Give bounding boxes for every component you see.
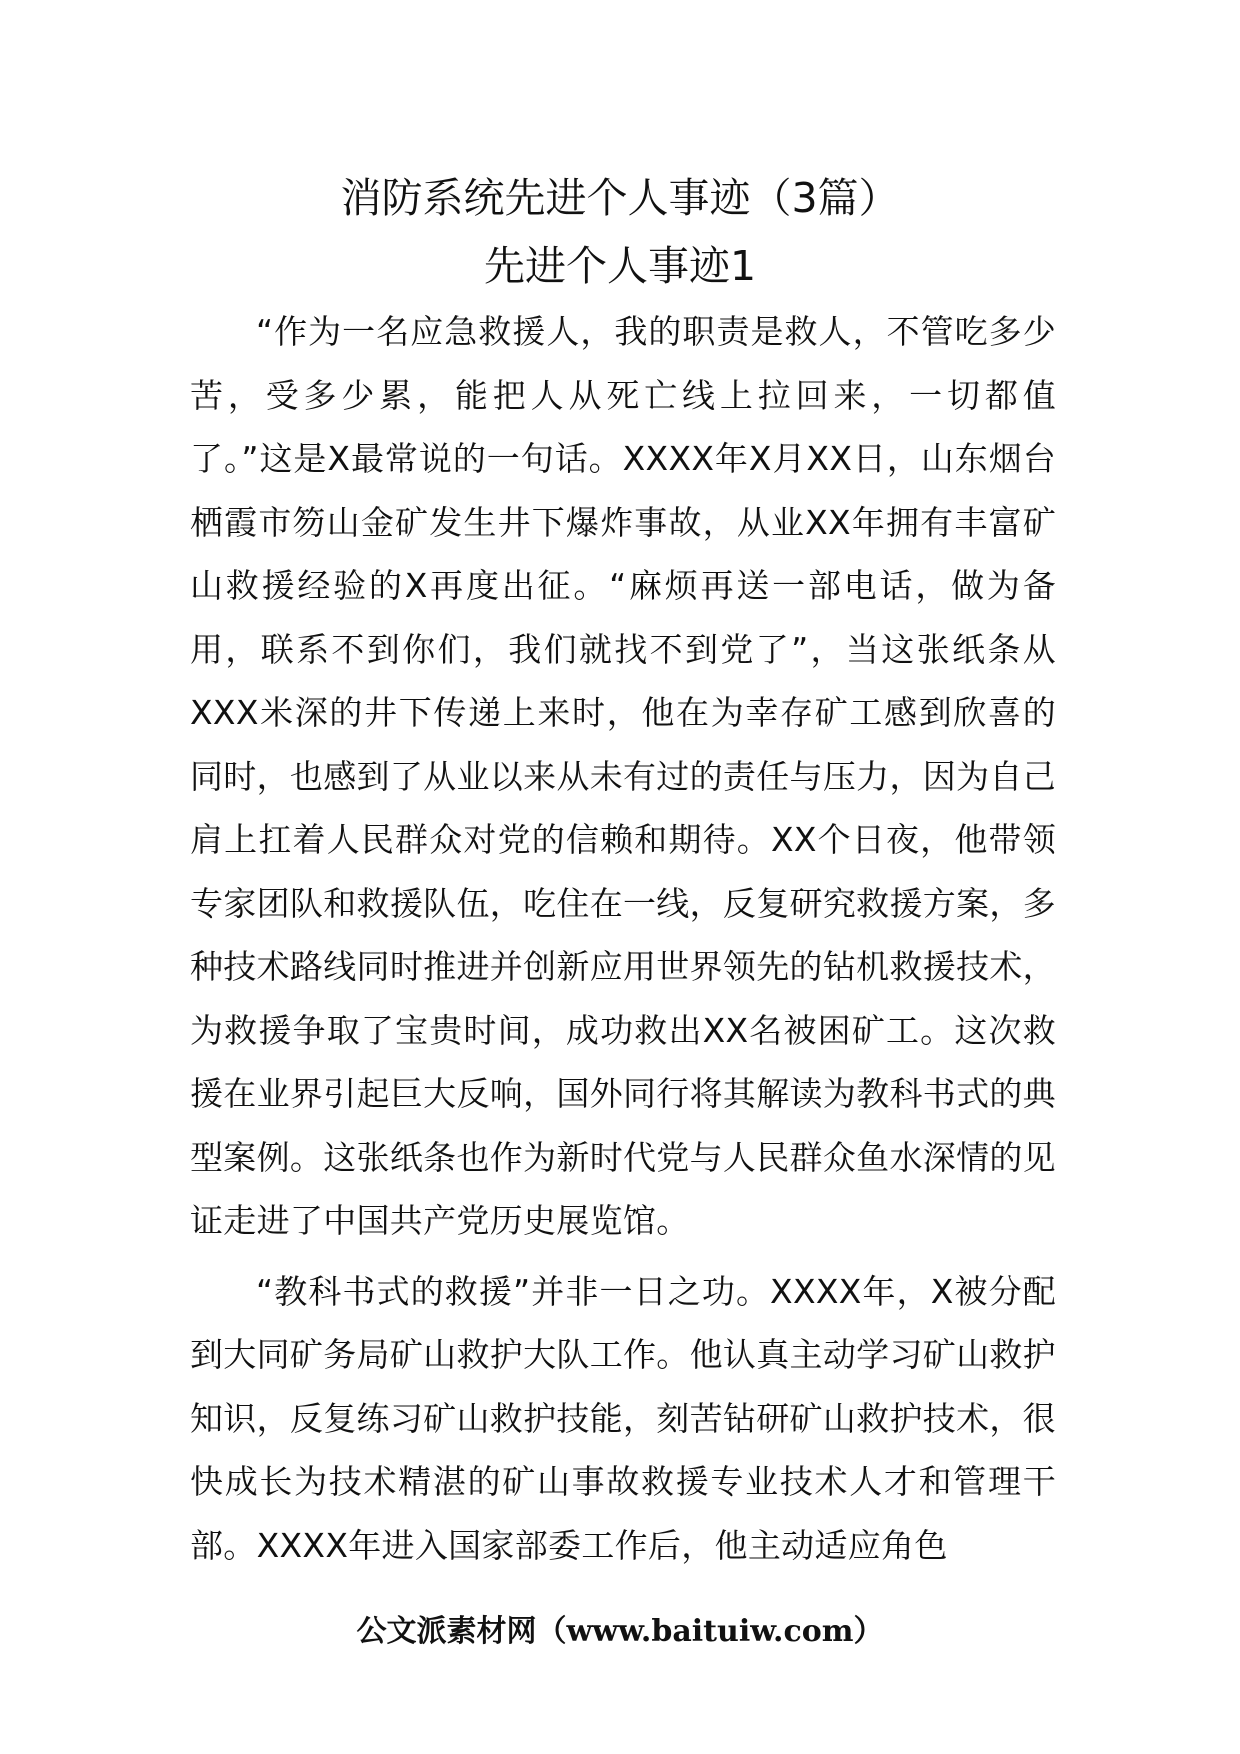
document-subtitle: 先进个人事迹1 — [483, 242, 757, 290]
footer-watermark: 公文派素材网（www.baituiw.com） — [356, 1614, 884, 1649]
paragraph-1: “作为一名应急救援人，我的职责是救人，不管吃多少苦，受多少累，能把人从死亡线上拉回来，一切都值了。”这是X最常说的一句话。XXXX年X月XX日，山东烟台栖霞市笏山金矿发生井下爆炸事故，从业XX年拥有丰富矿山救援经验的X再度出征。“麻烦再送一部电话，做为备用，联系不到你们，我们就找不到党了”，当这张纸条从XXX米深的井下传递上来时，他在为幸存矿工感到欣喜的同时，也感到了从业以来从未有过的责任与压力，因为自己肩上扛着人民群众对党的信赖和期待。XX个日夜，他带领专家团队和救援队伍，吃住在一线，反复研究救援方案，多种技术路线同时推进并创新应用世界领先的钻机救援技术，为救援争取了宝贵时间，成功救出XX名被困矿工。这次救援在业界引起巨大反响，国外同行将其解读为教科书式的典型案例。这张纸条也作为新时代党与人民群众鱼水深情的见证走进了中国共产党历史展览馆。 — [190, 312, 1056, 1240]
paragraph-2: “教科书式的救援”并非一日之功。XXXX年，X被分配到大同矿务局矿山救护大队工作。他认真主动学习矿山救护知识，反复练习矿山救护技能，刻苦钻研矿山救护技术，很快成长为技术精湛的矿山事故救援专业技术人才和管理干部。XXXX年进入国家部委工作后，他主动适应角色 — [190, 1271, 1056, 1565]
document-body — [190, 300, 1056, 1577]
document-title: 消防系统先进个人事迹（3篇） — [340, 174, 900, 222]
